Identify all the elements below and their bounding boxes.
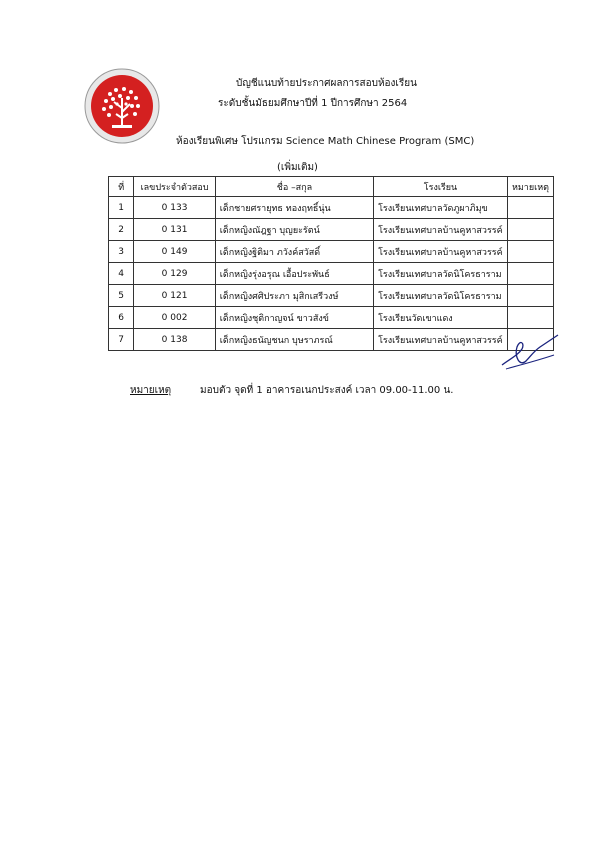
cell-name: เด็กหญิงศศิประภา มุสิกเสรีวงษ์ (215, 285, 373, 307)
doc-title-line1: บัญชีแนบท้ายประกาศผลการสอบห้องเรียน (236, 78, 417, 89)
cell-no: 4 (109, 263, 134, 285)
cell-name: เด็กหญิงธนัญชนก บุษราภรณ์ (215, 329, 373, 351)
cell-school: โรงเรียนวัดเขาแดง (374, 307, 508, 329)
cell-exam-id: 0 149 (134, 241, 215, 263)
cell-no: 5 (109, 285, 134, 307)
school-seal-logo-icon (84, 68, 160, 144)
cell-exam-id: 0 131 (134, 219, 215, 241)
doc-title-line4: (เพิ่มเติม) (277, 162, 318, 173)
cell-note (507, 197, 553, 219)
signature-icon (500, 325, 560, 373)
cell-school: โรงเรียนเทศบาลวัดภูผาภิมุข (374, 197, 508, 219)
header-no: ที่ (109, 177, 134, 197)
student-roster-table (108, 176, 554, 351)
footnote-label: หมายเหตุ (130, 385, 172, 396)
cell-exam-id: 0 138 (134, 329, 215, 351)
cell-name: เด็กหญิงฐิติมา ภวังค์สวัสดิ์ (215, 241, 373, 263)
cell-exam-id: 0 133 (134, 197, 215, 219)
cell-note (507, 241, 553, 263)
table-row (109, 241, 554, 263)
table-row (109, 197, 554, 219)
header-name: ชื่อ –สกุล (215, 177, 373, 197)
footnote-text: มอบตัว จุดที่ 1 อาคารอเนกประสงค์ เวลา 09.00-11.00 น. (200, 385, 454, 396)
table-row (109, 219, 554, 241)
cell-note (507, 285, 553, 307)
cell-name: เด็กหญิงณัฎฐา บุญยะรัตน์ (215, 219, 373, 241)
doc-title-line2: ระดับชั้นมัธยมศึกษาปีที่ 1 ปีการศึกษา 2564 (218, 98, 408, 109)
cell-name: เด็กหญิงรุ่งอรุณ เอื้อประพันธ์ (215, 263, 373, 285)
cell-exam-id: 0 002 (134, 307, 215, 329)
doc-title-line3: ห้องเรียนพิเศษ โปรแกรม Science Math Chinese Program (SMC) (176, 136, 475, 147)
cell-exam-id: 0 129 (134, 263, 215, 285)
cell-school: โรงเรียนเทศบาลบ้านคูหาสวรรค์ (374, 241, 508, 263)
cell-no: 7 (109, 329, 134, 351)
cell-no: 1 (109, 197, 134, 219)
table-row (109, 263, 554, 285)
cell-school: โรงเรียนเทศบาลวัดนิโครธาราม (374, 263, 508, 285)
cell-no: 3 (109, 241, 134, 263)
cell-no: 6 (109, 307, 134, 329)
table-row (109, 329, 554, 351)
cell-no: 2 (109, 219, 134, 241)
table-row (109, 307, 554, 329)
table-row (109, 285, 554, 307)
cell-school: โรงเรียนเทศบาลวัดนิโครธาราม (374, 285, 508, 307)
cell-school: โรงเรียนเทศบาลบ้านคูหาสวรรค์ (374, 219, 508, 241)
cell-note (507, 219, 553, 241)
cell-name: เด็กชายศรายุทธ ทองฤทธิ์นุ่น (215, 197, 373, 219)
table-header-row (109, 177, 554, 197)
cell-name: เด็กหญิงชุติกาญจน์ ขาวสังข์ (215, 307, 373, 329)
header-note: หมายเหตุ (507, 177, 553, 197)
header-exam-id: เลขประจำตัวสอบ (134, 177, 215, 197)
cell-exam-id: 0 121 (134, 285, 215, 307)
cell-note (507, 263, 553, 285)
cell-school: โรงเรียนเทศบาลบ้านคูหาสวรรค์ (374, 329, 508, 351)
header-school: โรงเรียน (374, 177, 508, 197)
